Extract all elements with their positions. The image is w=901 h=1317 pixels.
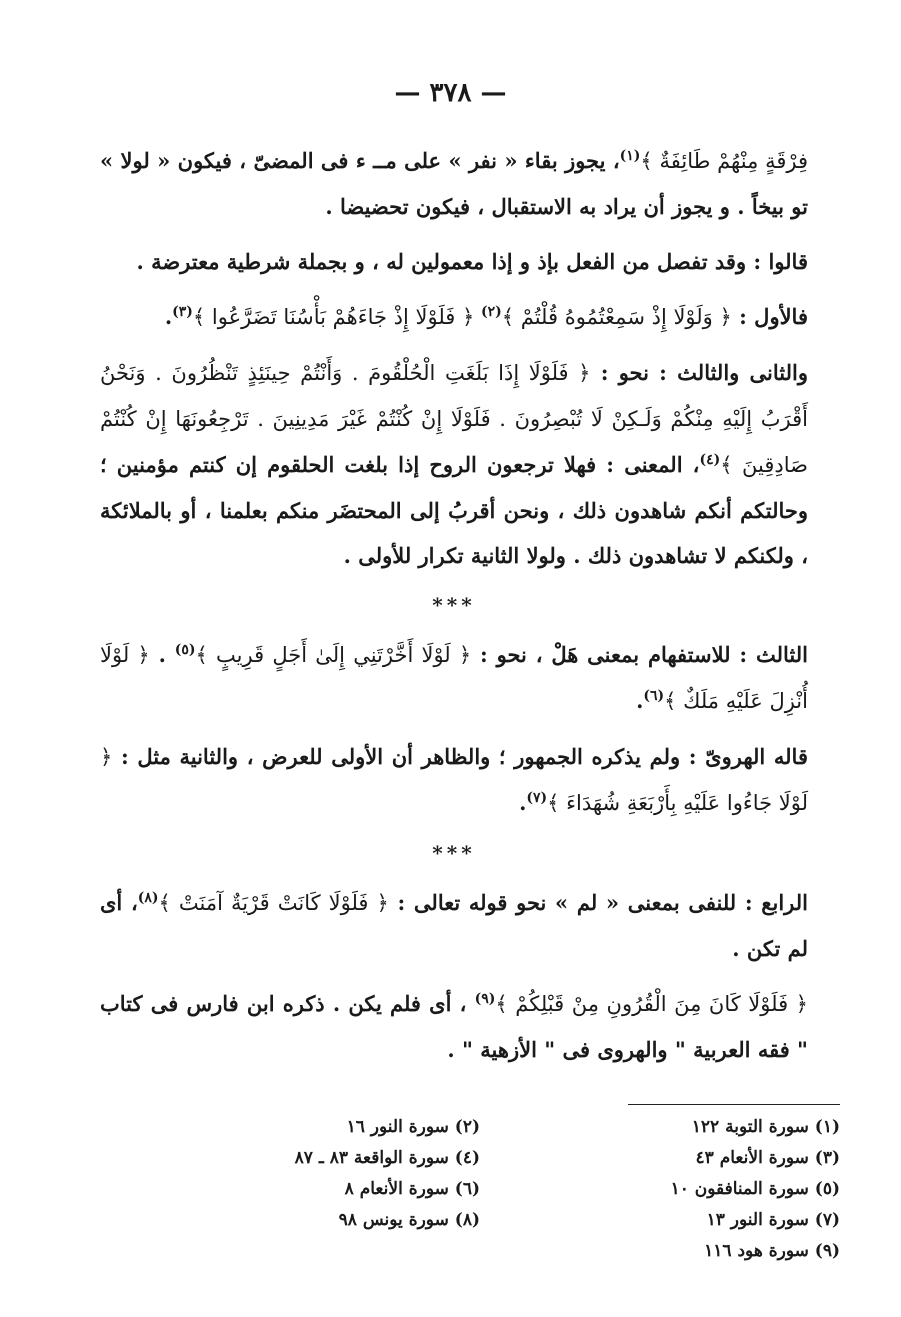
paragraph-text: ، أى لم تكن . [100,890,808,961]
section-separator: *** [432,593,476,617]
footnote-item: (٨) سورة يونس ٩٨ [338,1210,480,1230]
paragraph-text: ، المعنى : فهلا ترجعون الروح إذا بلغت الحلقوم إن كنتم مؤمنين ؛ وحالتكم أنكم شاهدون ذلك ، ونحن أقربُ إلى المحتضَر منكم بعلمنا ، أو بالملائكة ، ولكنكم لا تشاهدون ذلك . ولولا الثانية تكرار للأولى . [100,452,808,568]
footnote-rule [628,1104,840,1105]
quran-quote: ﴿ وَلَوْلَا إِذْ سَمِعْتُمُوهُ قُلْتُمْ ﴾ [501,305,732,329]
paragraph [100,734,808,826]
footnotes-column-left [200,1112,480,1236]
paragraph-text: ، يجوز بقاء « نفر » على مــ ء فى المضىّ ، فيكون « لولا » تو بيخاً . و يجوز أن يراد به الاستقبال ، فيكون تحضيضا . [100,148,808,219]
quran-quote: فِرْقَةٍ مِنْهُمْ طَائِفَةٌ ﴾ [640,149,808,173]
footnote-item: (١) سورة التوبة ١٢٢ [691,1117,840,1137]
main-text [100,138,808,1082]
quran-quote: ﴿ لَوْلَا جَاءُوا عَلَيْهِ بِأَرْبَعَةِ شُهَدَاءَ ﴾ [100,745,808,815]
footnote-ref: (٩) [474,991,496,1007]
footnote-item: (٩) سورة هود ١١٦ [704,1241,840,1261]
paragraph [100,632,808,724]
footnotes-column-right [640,1112,840,1267]
quran-quote: ﴿ فَلَوْلَا إِذْ جَاءَهُمْ بَأْسُنَا تَضَرَّعُوا ﴾ [192,305,481,329]
paragraph-text: . [164,304,173,329]
footnote-item: (٣) سورة الأنعام ٤٣ [695,1148,840,1168]
paragraph [100,981,808,1072]
quran-quote: ﴿ لَوْلَا أَخَّرْتَنِي إِلَىٰ أَجَلٍ قَرِيبٍ ﴾ [195,643,472,667]
footnote-item: (٤) سورة الواقعة ٨٣ ـ ٨٧ [294,1148,480,1168]
footnote-ref: (٦) [643,688,665,704]
footnote-ref: (٧) [526,790,548,806]
paragraph [100,138,808,229]
paragraph-text: فالأول : [731,304,808,329]
footnote-ref: (٨) [137,890,159,906]
footnote-item: (٢) سورة النور ١٦ [346,1117,480,1137]
paragraph-text: . [149,642,175,667]
paragraph [100,350,808,578]
paragraph-text: الرابع : للنفى بمعنى « لم » نحو قوله تعالى : [388,890,808,915]
footnote-ref: (٤) [699,452,721,468]
footnote-item: (٦) سورة الأنعام ٨ [344,1179,480,1199]
quran-quote: ﴿ فَلَوْلَا كَانَتْ قَرْيَةٌ آمَنَتْ ﴾ [158,891,389,915]
quran-quote: ﴿ فَلَوْلَا إِذَا بَلَغَتِ الْحُلْقُومَ . وَأَنْتُمْ حِينَئِذٍ تَنْظُرُونَ . وَنَحْنُ أَقْرَبُ إِلَيْهِ مِنْكُمْ وَلَـكِنْ لَا تُبْصِرُونَ . فَلَوْلَا إِنْ كُنْتُمْ غَيْرَ مَدِينِينَ . تَرْجِعُونَهَا إِنْ كُنْتُمْ صَادِقِينَ ﴾ [100,361,808,477]
quran-quote: ﴿ لَوْلَا أُنْزِلَ عَلَيْهِ مَلَكٌ ﴾ [100,643,808,713]
paragraph-text: . [519,790,527,815]
paragraph-text: . [636,688,644,713]
paragraph-text: قالوا : وقد تفصل من الفعل بإذ و إذا معمولين له ، و بجملة شرطية معترضة . [136,249,808,274]
paragraph [100,880,808,971]
footnote-item: (٥) سورة المنافقون ١٠ [670,1179,840,1199]
page-number: — ٣٧٨ — [394,78,507,108]
paragraph-text: الثالث : للاستفهام بمعنى هَلْ ، نحو : [471,642,808,667]
footnote-item: (٧) سورة النور ١٣ [706,1210,840,1230]
footnote-ref: (١) [619,148,641,164]
paragraph-text: والثانى والثالث : نحو : [590,360,808,385]
paragraph [100,239,808,284]
paragraph [100,294,808,340]
footnote-ref: (٣) [172,304,193,320]
paragraph-text: قاله الهروىّ : ولم يذكره الجمهور ؛ والظاهر أن الأولى للعرض ، والثانية مثل : [112,744,808,769]
paragraph-text: ، أى فلم يكن . ذكره ابن فارس فى كتاب " فقه العربية " والهروى فى " الأزهية " . [100,991,808,1062]
quran-quote: ﴿ فَلَوْلَا كَانَ مِنَ الْقُرُونِ مِنْ قَبْلِكُمْ ﴾ [495,992,808,1016]
footnote-ref: (٥) [174,642,196,658]
section-separator: *** [432,841,476,865]
footnote-ref: (٢) [480,304,502,320]
